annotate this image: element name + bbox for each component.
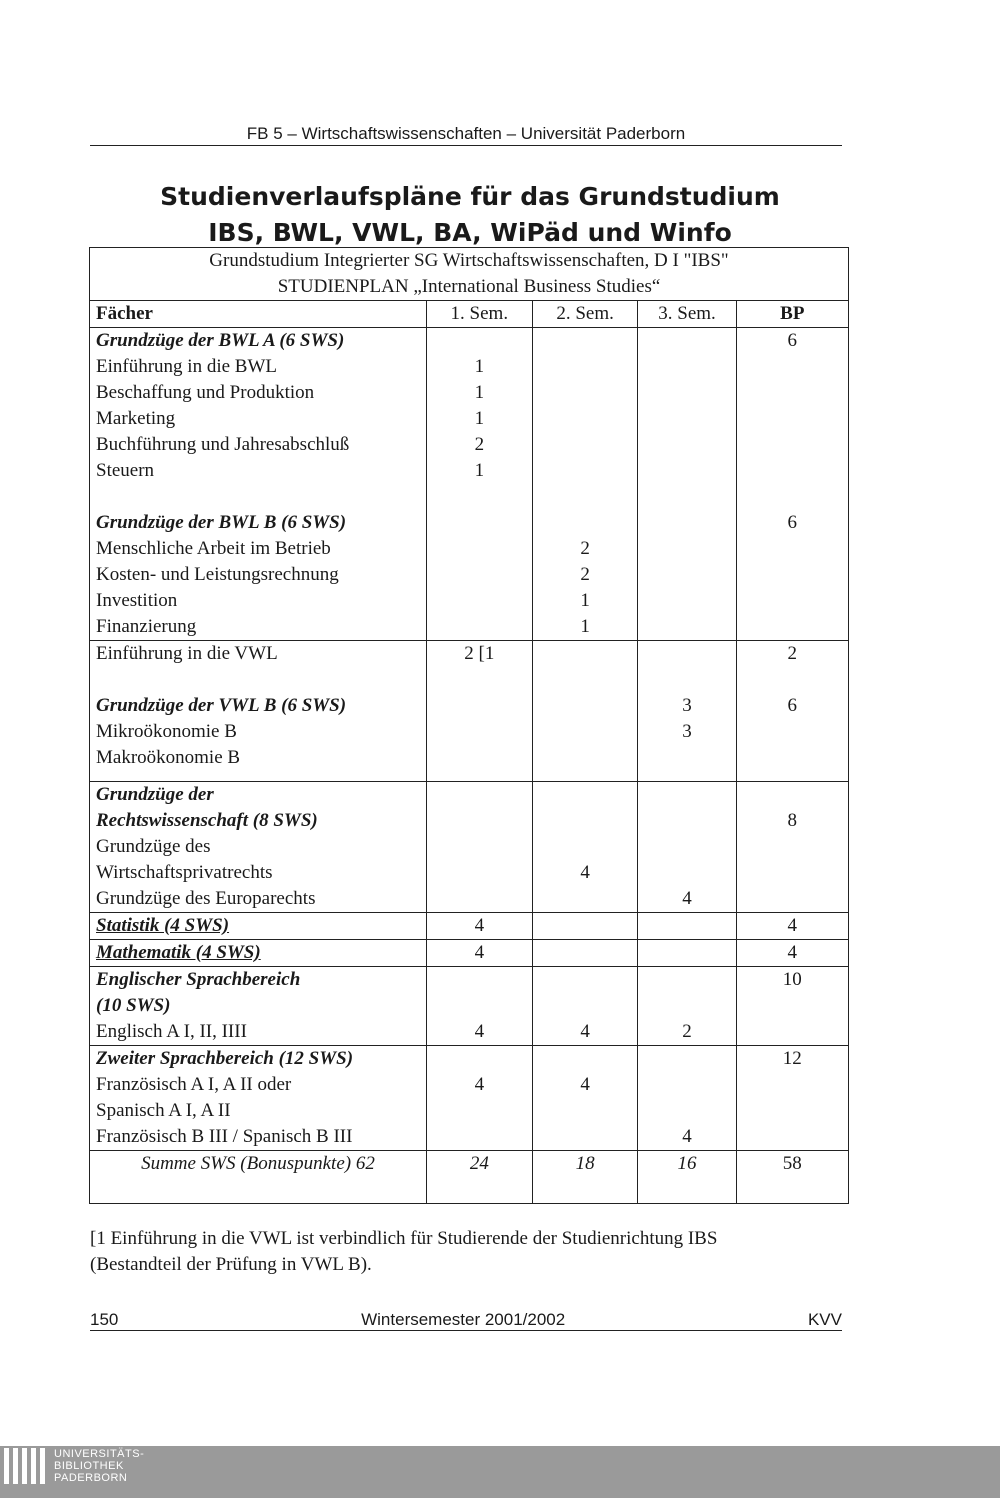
sws-value: 4: [682, 1126, 692, 1147]
list-item: Beschaffung und Produktion: [96, 382, 315, 403]
column-header-row: [90, 301, 849, 328]
bwl-a-title: Grundzüge der BWL A (6 SWS): [96, 330, 345, 351]
study-plan-table: [89, 247, 849, 1204]
sws-value: 2: [580, 538, 590, 559]
footnote-line1: Einführung in die VWL ist verbindlich für Studierende der Studienrichtung IBS: [110, 1228, 718, 1249]
footnote-mark: [1: [90, 1228, 106, 1249]
list-item: Spanisch A I, A II: [96, 1100, 231, 1121]
footer-semester: Wintersemester 2001/2002: [361, 1310, 566, 1329]
col-faecher: Fächer: [90, 301, 427, 328]
englisch-title2: (10 SWS): [96, 995, 171, 1016]
bp-value: 10: [782, 969, 802, 990]
mathematik-label: Mathematik (4 SWS): [96, 942, 261, 963]
library-line1: UNIVERSITÄTS-: [54, 1448, 145, 1460]
bp-value: 6: [787, 695, 798, 716]
table-row-mathematik: [90, 940, 849, 967]
summe-bp: 58: [736, 1151, 848, 1204]
table-row-recht: [90, 782, 849, 913]
sws-value: 4: [580, 1074, 590, 1095]
sws-value: 4: [580, 1021, 590, 1042]
sws-value: 2: [464, 643, 474, 664]
sws-value: 2: [682, 1021, 692, 1042]
library-name: [54, 1448, 144, 1484]
list-item: Einführung in die BWL: [96, 356, 277, 377]
running-footer: [90, 1310, 842, 1331]
sws-value: 2: [580, 564, 590, 585]
sws-value: 4: [474, 915, 485, 936]
bp-value: 12: [782, 1048, 802, 1069]
list-item: Wirtschaftsprivatrechts: [96, 862, 273, 883]
recht-title2-suffix: (8 SWS): [252, 810, 318, 831]
list-item: Französisch A I, A II oder: [96, 1074, 292, 1095]
sws-value: 4: [580, 862, 590, 883]
running-header: FB 5 – Wirtschaftswissenschaften – Universität Paderborn: [90, 124, 842, 146]
statistik-label: Statistik (4 SWS): [96, 915, 230, 936]
summe-sem1: 24: [426, 1151, 532, 1204]
sws-value: 4: [474, 1074, 485, 1095]
list-item: Investition: [96, 590, 178, 611]
sws-value: 1: [474, 382, 485, 403]
banner-line2: STUDIENPLAN „International Business Studies“: [277, 276, 661, 297]
sws-value: 4: [474, 942, 485, 963]
page-title-line2: IBS, BWL, VWL, BA, WiPäd und Winfo: [208, 218, 732, 247]
sws-value: 1: [474, 460, 485, 481]
list-item: Grundzüge des Europarechts: [96, 888, 316, 909]
col-sem3: 3. Sem.: [638, 301, 736, 328]
bp-value: 6: [787, 330, 798, 351]
zweite-title: Zweiter Sprachbereich (12 SWS): [96, 1048, 354, 1069]
recht-title1: Grundzüge der: [96, 784, 214, 805]
sws-value: 2: [474, 434, 485, 455]
recht-title2: Rechtswissenschaft: [96, 810, 249, 831]
list-item: Makroökonomie B: [96, 747, 241, 768]
bp-value: 8: [787, 810, 798, 831]
sws-value: 3: [682, 695, 692, 716]
bp-value: 2: [787, 643, 798, 664]
library-line3: PADERBORN: [54, 1472, 128, 1484]
footnote: [90, 1226, 850, 1278]
table-row-statistik: [90, 913, 849, 940]
list-item: Finanzierung: [96, 616, 197, 637]
table-row-englisch: [90, 967, 849, 1046]
table-row-vwl: [90, 641, 849, 782]
list-item: Französisch B III / Spanisch B III: [96, 1126, 353, 1147]
col-sem2: 2. Sem.: [532, 301, 638, 328]
list-item: Menschliche Arbeit im Betrieb: [96, 538, 331, 559]
summe-sem2: 18: [532, 1151, 638, 1204]
sws-value: 4: [474, 1021, 485, 1042]
bwl-b-title: Grundzüge der BWL B (6 SWS): [96, 512, 347, 533]
table-row-bwl: [90, 328, 849, 641]
bp-value: 6: [787, 512, 798, 533]
table-row-zweiter-sprachbereich: [90, 1046, 849, 1151]
list-item: Grundzüge des: [96, 836, 211, 857]
page-number: 150: [90, 1310, 119, 1329]
list-item: Mikroökonomie B: [96, 721, 237, 742]
sws-value: 1: [474, 356, 485, 377]
library-line2: BIBLIOTHEK: [54, 1460, 124, 1472]
col-sem1: 1. Sem.: [426, 301, 532, 328]
table-banner: [90, 248, 849, 301]
list-item: Kosten- und Leistungsrechnung: [96, 564, 339, 585]
banner-line1: Grundstudium Integrierter SG Wirtschaftswissenschaften, D I "IBS": [209, 250, 729, 271]
footnote-line2: (Bestandteil der Prüfung in VWL B).: [90, 1254, 372, 1275]
footnote-mark: [1: [478, 643, 495, 664]
summe-label: Summe SWS (Bonuspunkte) 62: [90, 1151, 427, 1204]
vwl-intro-label: Einführung in die VWL: [96, 643, 278, 664]
page-title-line1: Studienverlaufspläne für das Grundstudium: [160, 182, 780, 211]
sws-value: 1: [580, 616, 590, 637]
list-item: Steuern: [96, 460, 155, 481]
vwl-b-title: Grundzüge der VWL B (6 SWS): [96, 695, 347, 716]
list-item: Buchführung und Jahresabschluß: [96, 434, 350, 455]
list-item: Marketing: [96, 408, 176, 429]
sws-value: 1: [474, 408, 485, 429]
englisch-title1: Englischer Sprachbereich: [96, 969, 301, 990]
sws-value: 3: [682, 721, 692, 742]
sws-value: 1: [580, 590, 590, 611]
list-item: Englisch A I, II, IIII: [96, 1021, 247, 1042]
footer-tag: KVV: [807, 1310, 842, 1329]
bp-value: 4: [787, 942, 798, 963]
col-bp: BP: [736, 301, 848, 328]
sws-value: 4: [682, 888, 692, 909]
bp-value: 4: [787, 915, 798, 936]
table-row-summe: [90, 1151, 849, 1204]
library-logo-icon: [4, 1448, 49, 1489]
summe-sem3: 16: [638, 1151, 736, 1204]
library-watermark-bar: [0, 1446, 1000, 1498]
